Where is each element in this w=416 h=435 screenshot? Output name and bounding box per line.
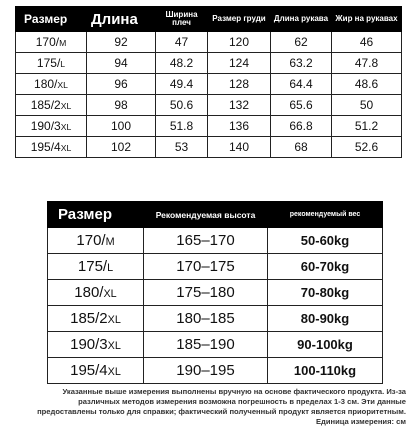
size-letter: M: [105, 236, 115, 248]
sleeve-length-cell: 64.4: [271, 74, 332, 95]
size-cell: [48, 228, 144, 254]
size-letter: XL: [103, 288, 117, 300]
size-number: 190/3: [70, 336, 108, 353]
height-cell: 175–180: [144, 280, 268, 306]
sleeve-length-cell: 65.6: [271, 95, 332, 116]
disclaimer-note: [6, 387, 406, 427]
size-cell: [48, 358, 144, 384]
size-number: 195/4: [30, 140, 61, 154]
shoulder-cell: 49.4: [156, 74, 208, 95]
unit-note: Единица измерения: см: [315, 417, 406, 426]
size-cell: [16, 137, 87, 158]
table-row: [48, 332, 383, 358]
size-letter: XL: [60, 101, 72, 111]
header-size: Размер: [48, 202, 144, 228]
size-cell: [48, 306, 144, 332]
shoulder-cell: 48.2: [156, 53, 208, 74]
table-row: [16, 116, 402, 137]
table-row: [16, 53, 402, 74]
shoulder-cell: 53: [156, 137, 208, 158]
shoulder-cell: 51.8: [156, 116, 208, 137]
height-cell: 170–175: [144, 254, 268, 280]
table-row: [48, 254, 383, 280]
weight-cell: 90-100kg: [268, 332, 383, 358]
shoulder-cell: 47: [156, 32, 208, 53]
table-row: [48, 358, 383, 384]
size-number: 185/2: [30, 98, 61, 112]
sleeve-fat-cell: 47.8: [332, 53, 402, 74]
sleeve-length-cell: 62: [271, 32, 332, 53]
size-letter: XL: [57, 80, 68, 90]
size-cell: [16, 95, 87, 116]
weight-cell: 50-60kg: [268, 228, 383, 254]
size-letter: XL: [107, 314, 121, 326]
sleeve-length-cell: 63.2: [271, 53, 332, 74]
weight-cell: 80-90kg: [268, 306, 383, 332]
table-row: [16, 74, 402, 95]
chest-cell: 136: [208, 116, 271, 137]
header-size: Размер: [16, 7, 87, 32]
size-letter: XL: [107, 340, 121, 352]
size-number: 180/: [74, 284, 104, 301]
weight-cell: 60-70kg: [268, 254, 383, 280]
chest-cell: 128: [208, 74, 271, 95]
disclaimer-line: Указанные выше измерения выполнены вручную на основе фактического продукта. Из-за: [62, 387, 406, 396]
height-cell: 185–190: [144, 332, 268, 358]
size-number: 190/3: [30, 119, 61, 133]
size-number: 180/: [34, 77, 58, 91]
chest-cell: 140: [208, 137, 271, 158]
sleeve-fat-cell: 46: [332, 32, 402, 53]
length-cell: 98: [87, 95, 156, 116]
weight-cell: 70-80kg: [268, 280, 383, 306]
height-cell: 190–195: [144, 358, 268, 384]
size-recommendation-table: [47, 201, 383, 384]
chest-cell: 120: [208, 32, 271, 53]
measurement-table: [15, 6, 402, 158]
table-row: [16, 137, 402, 158]
size-cell: [16, 53, 87, 74]
header-sleeve-length: Длина рукава: [271, 7, 332, 32]
header-recommended-height: Рекомендуемая высота: [144, 202, 268, 228]
length-cell: 94: [87, 53, 156, 74]
sleeve-length-cell: 66.8: [271, 116, 332, 137]
shoulder-cell: 50.6: [156, 95, 208, 116]
size-cell: [48, 280, 144, 306]
weight-cell: 100-110kg: [268, 358, 383, 384]
size-letter: L: [60, 59, 66, 69]
sleeve-fat-cell: 48.6: [332, 74, 402, 95]
size-cell: [16, 32, 87, 53]
size-number: 185/2: [70, 310, 108, 327]
size-letter: XL: [60, 122, 72, 132]
sleeve-fat-cell: 50: [332, 95, 402, 116]
size-cell: [16, 74, 87, 95]
header-length: Длина: [87, 7, 156, 32]
size-number: 195/4: [70, 362, 108, 379]
sleeve-length-cell: 68: [271, 137, 332, 158]
disclaimer-line: различных методов измерения возможна погрешность в пределах 1-3 см. Эти данные: [78, 397, 406, 406]
table-row: [48, 280, 383, 306]
disclaimer-line: предоставлены только для справки; фактический полученный продукт является приоритетным.: [37, 407, 406, 416]
table-row: [48, 306, 383, 332]
table-row: [16, 95, 402, 116]
length-cell: 102: [87, 137, 156, 158]
chest-cell: 132: [208, 95, 271, 116]
sleeve-fat-cell: 51.2: [332, 116, 402, 137]
size-letter: XL: [107, 366, 121, 378]
size-cell: [16, 116, 87, 137]
header-chest: Размер груди: [208, 7, 271, 32]
size-letter: L: [107, 262, 114, 274]
height-cell: 180–185: [144, 306, 268, 332]
size-number: 175/: [36, 56, 61, 70]
size-cell: [48, 332, 144, 358]
table-header-row: [16, 7, 402, 32]
length-cell: 96: [87, 74, 156, 95]
size-letter: XL: [60, 143, 72, 153]
size-cell: [48, 254, 144, 280]
length-cell: 92: [87, 32, 156, 53]
header-shoulder: Ширина плеч: [156, 7, 208, 32]
header-recommended-weight: рекомендуемый вес: [268, 202, 383, 228]
length-cell: 100: [87, 116, 156, 137]
size-letter: M: [59, 38, 67, 48]
table-header-row: [48, 202, 383, 228]
table-row: [16, 32, 402, 53]
size-number: 170/: [76, 232, 106, 249]
table-row: [48, 228, 383, 254]
header-sleeve-fat: Жир на рукавах: [332, 7, 402, 32]
size-number: 175/: [77, 258, 108, 275]
size-number: 170/: [35, 35, 60, 49]
sleeve-fat-cell: 52.6: [332, 137, 402, 158]
height-cell: 165–170: [144, 228, 268, 254]
chest-cell: 124: [208, 53, 271, 74]
